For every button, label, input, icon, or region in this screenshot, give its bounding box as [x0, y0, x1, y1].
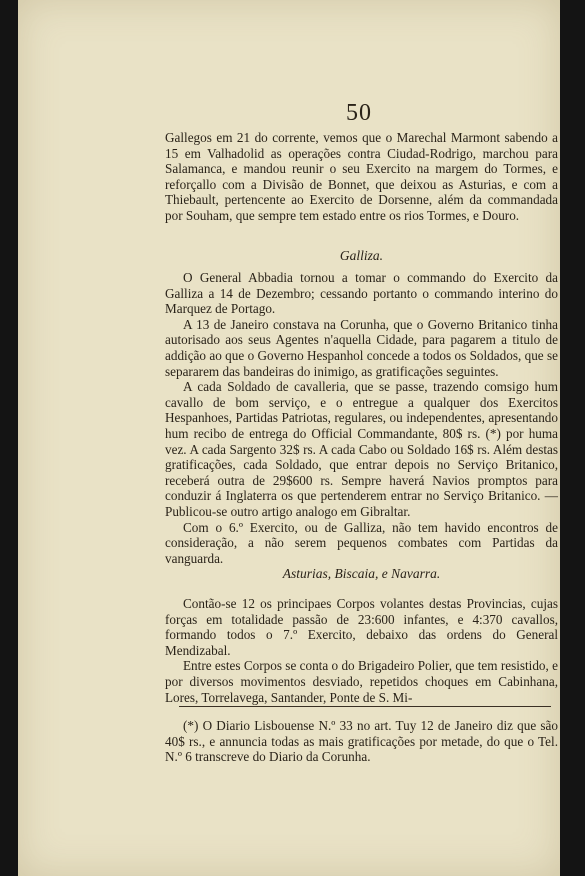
page-number: 50 — [346, 100, 372, 126]
section-heading-asturias: Asturias, Biscaia, e Navarra. — [282, 566, 441, 581]
paragraph: O General Abbadia tornou a tomar o commando do Exercito da Galliza a 14 de Dezembro; cessando portanto o commando interino do Marquez de Portago. — [165, 270, 558, 317]
paragraph: Contão-se 12 os principaes Corpos volantes destas Provincias, cujas forças em totalidade passão de 23:600 infantes, e 4:370 cavallos, formando todos o 7.º Exercito, debaixo das ordens do General Mendizabal. — [165, 596, 558, 658]
section-asturias — [165, 596, 558, 705]
footnote: (*) O Diario Lisbouense N.º 33 no art. Tuy 12 de Janeiro diz que são 40$ rs., e annuncia todas as mais gratificações por metade, do que o Tel. N.º 6 transcreve do Diario da Corunha. — [165, 718, 558, 765]
paragraph: A 13 de Janeiro constava na Corunha, que o Governo Britanico tinha autorisado aos seus Agentes n'aquella Cidade, para pagarem a titulo de addição ao que o Governo Hespanhol concede a todos os Soldados, que se separarem das bandeiras do inimigo, as gratificações seguintes. — [165, 316, 558, 379]
intro-paragraph: Gallegos em 21 do corrente, vemos que o Marechal Marmont sabendo a 15 em Valhadolid as operações contra Ciudad-Rodrigo, marchou para Salamanca, e mandou reunir o seu Exercito na margem do Tormes, e reforçallo com a Divisão de Bonnet, que deixou as Asturias, e com a Thiebault, pertencente ao Exercito de Dorsenne, além da commandada por Souham, que sempre tem estado entre os rios Tormes, e Douro. — [165, 130, 558, 223]
paragraph: Entre estes Corpos se conta o do Brigadeiro Polier, que tem resistido, e por diversos movimentos desviado, repetidos choques em Cabinhana, Lores, Torrelavega, Santander, Ponte de S. Mi- — [165, 658, 558, 705]
section-galliza — [165, 270, 558, 566]
paragraph: A cada Soldado de cavalleria, que se passe, trazendo comsigo hum cavallo de bom serviço, e o entregue a qualquer dos Exercitos Hespanhoes, Partidas Patriotas, regulares, ou independentes, apresentando hum recibo de entrega do Official Commandante, 80$ rs. (*) por huma vez. A cada Sargento 32$ rs. A cada Cabo ou Soldado 16$ rs. Além destas gratificações, cada Soldado, que entrar depois no Serviço Britanico, receberá outra de 29$600 rs. Sempre haverá Navios promptos para conduzir á Inglaterra os que pertenderem entrar no Serviço Britanico. — Publicou-se outro artigo analogo em Gibraltar. — [165, 379, 558, 519]
body-text — [165, 130, 558, 765]
footnote-divider — [179, 706, 551, 707]
document-page — [18, 0, 560, 876]
section-heading-galliza: Galliza. — [339, 248, 384, 263]
paragraph: Com o 6.º Exercito, ou de Galliza, não tem havido encontros de consideração, a não serem pequenos combates com Partidas da vanguarda. — [165, 519, 558, 566]
